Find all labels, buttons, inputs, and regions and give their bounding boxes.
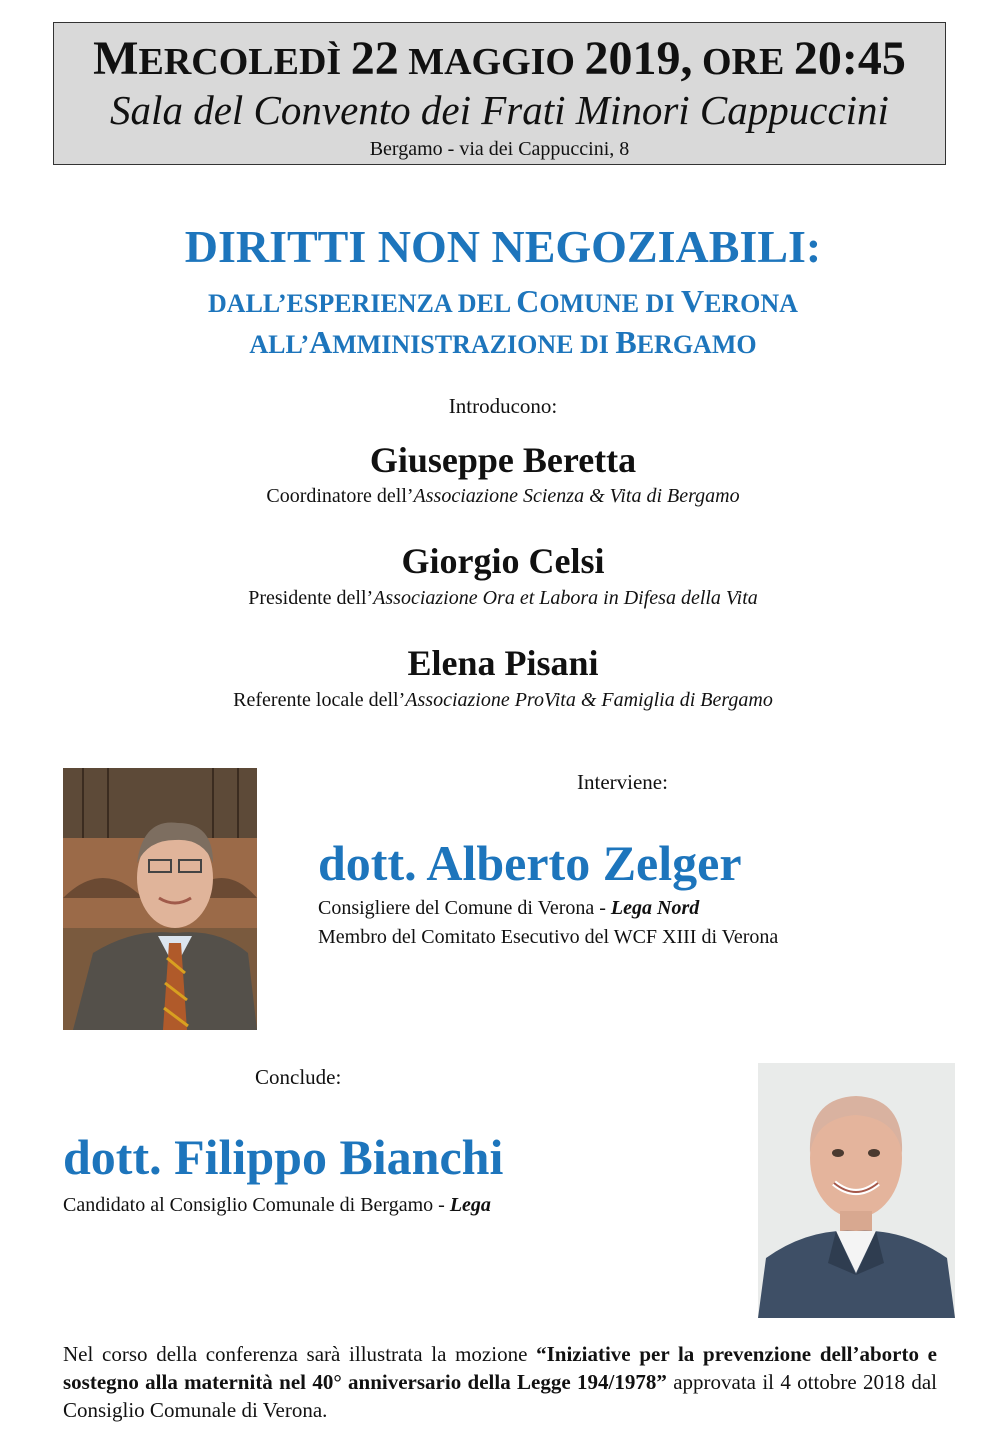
speaker-photo-bianchi	[758, 1063, 955, 1318]
speaker-role: Referente locale dell’Associazione ProVita & Famiglia di Bergamo	[233, 689, 773, 711]
interviene-label: Interviene:	[577, 770, 668, 794]
speaker-role: Coordinatore dell’Associazione Scienza & Vita di Bergamo	[266, 485, 740, 507]
footer-paragraph: Nel corso della conferenza sarà illustrata la mozione “Iniziative per la prevenzione dell’aborto e sostegno alla maternità nel 40° anniversario della Legge 194/1978” approvata il 4 ottobre 2018 dal Consiglio Comunale di Verona.	[63, 1342, 937, 1422]
event-header-box	[53, 22, 946, 165]
speaker-name: Elena Pisani	[407, 643, 599, 683]
portrait-photo-icon	[63, 768, 257, 1030]
event-address: Bergamo - via dei Cappuccini, 8	[369, 138, 630, 160]
speaker-name: Giuseppe Beretta	[369, 440, 637, 480]
closing-speaker-name: dott. Filippo Bianchi	[63, 1129, 504, 1185]
main-speaker-role-2: Membro del Comitato Esecutivo del WCF XIII di Verona	[318, 926, 779, 948]
main-speaker-role-1: Consigliere del Comune di Verona - Lega Nord	[318, 897, 700, 919]
main-speaker-name: dott. Alberto Zelger	[318, 835, 742, 891]
speaker-photo-zelger	[63, 768, 257, 1030]
conclude-label: Conclude:	[255, 1065, 342, 1089]
conference-title: DIRITTI NON NEGOZIABILI:	[184, 221, 822, 272]
conference-subtitle-line1: DALL’ESPERIENZA DEL COMUNE DI VERONA	[208, 283, 798, 319]
event-venue: Sala del Convento dei Frati Minori Cappuccini	[110, 87, 889, 133]
speaker-role: Presidente dell’Associazione Ora et Labora in Difesa della Vita	[248, 587, 758, 609]
closing-speaker-role: Candidato al Consiglio Comunale di Bergamo - Lega	[63, 1194, 491, 1216]
event-date-time: MERCOLEDÌ 22 MAGGIO 2019, ORE 20:45	[93, 32, 906, 85]
portrait-photo-icon	[758, 1063, 955, 1318]
conference-subtitle-line2: ALL’AMMINISTRAZIONE DI BERGAMO	[249, 324, 757, 360]
introducono-label: Introducono:	[448, 394, 558, 418]
motion-title: “Iniziative per la prevenzione dell’aborto e sostegno alla maternità nel 40° anniversario della Legge 194/1978”	[63, 1342, 937, 1394]
speaker-name: Giorgio Celsi	[401, 541, 605, 581]
